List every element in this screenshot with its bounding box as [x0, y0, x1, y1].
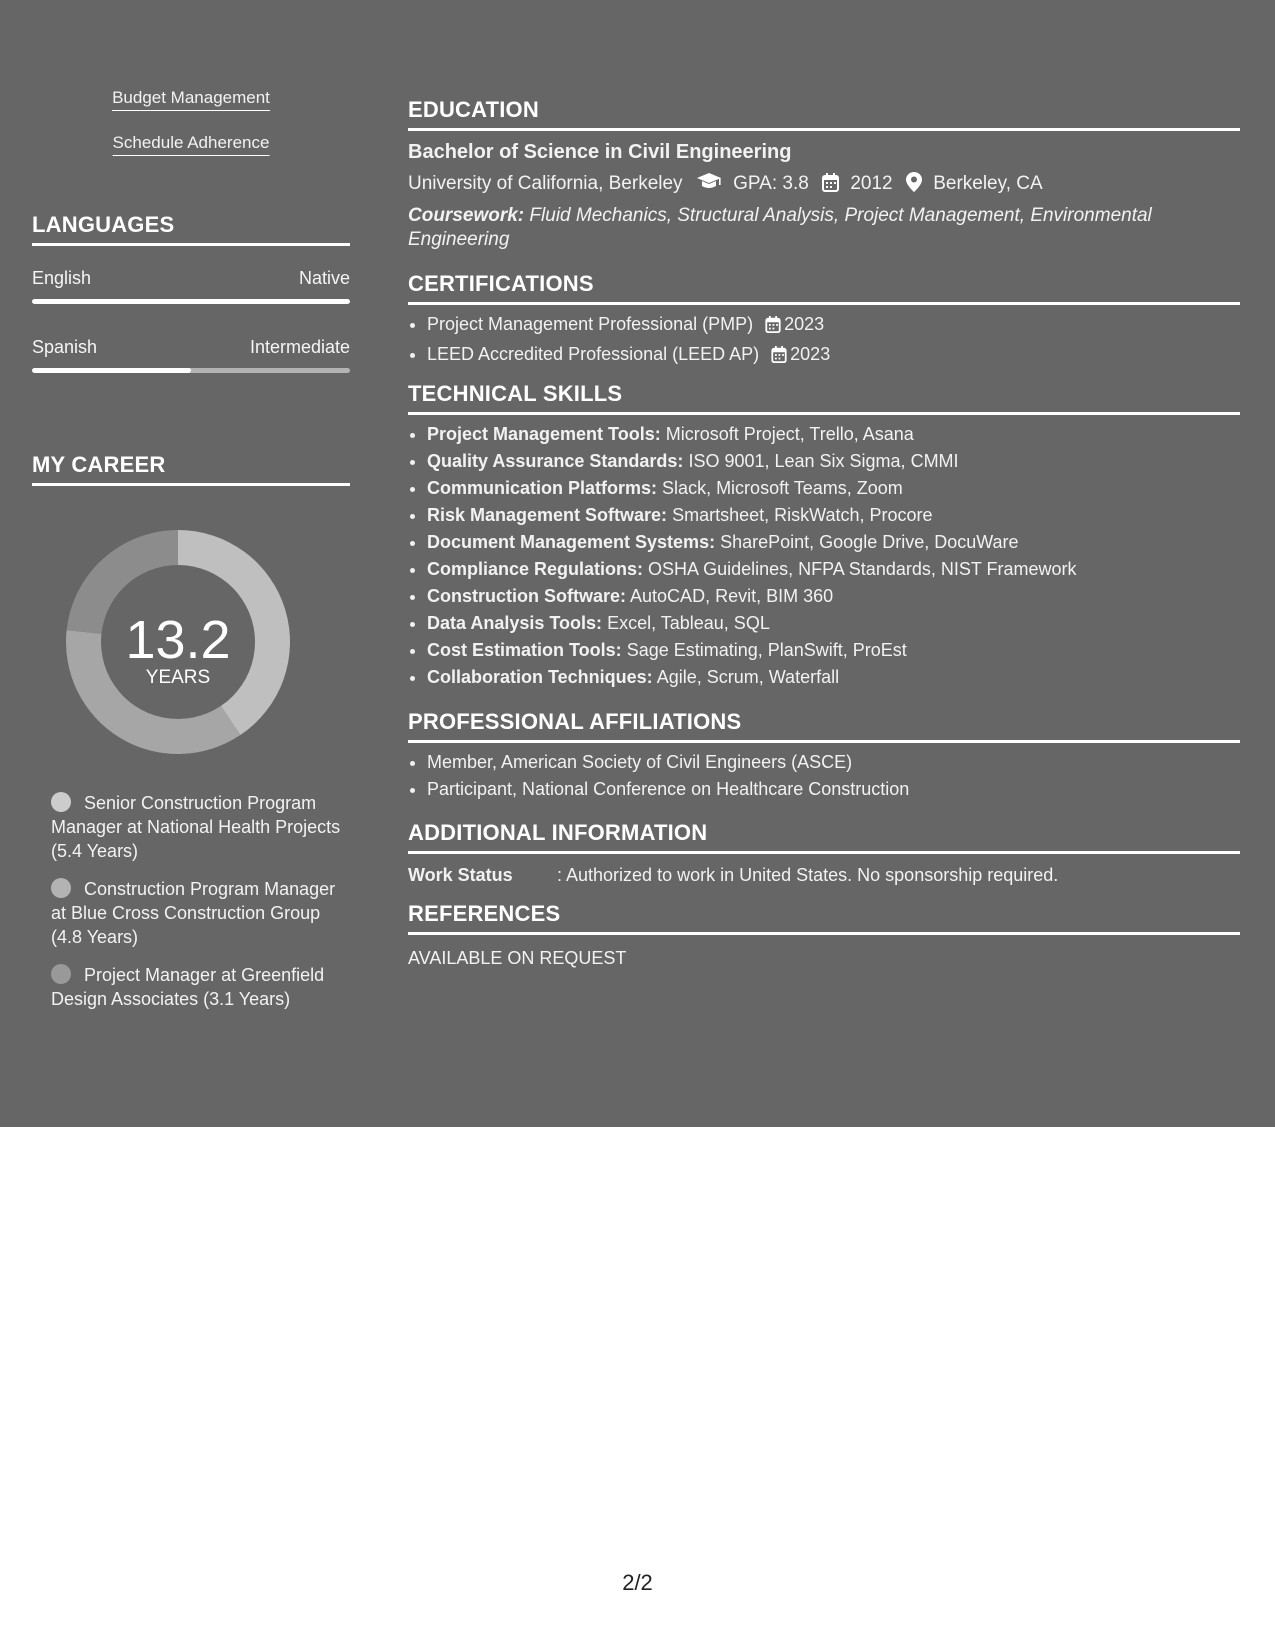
skill-value: Excel, Tableau, SQL — [607, 613, 770, 633]
skill-value: Agile, Scrum, Waterfall — [656, 667, 840, 687]
language-bar-fill — [32, 299, 350, 304]
skill-label: Project Management Tools: — [427, 424, 661, 444]
skill-label: Cost Estimation Tools: — [427, 640, 622, 660]
certification-name: Project Management Professional (PMP) — [427, 314, 754, 334]
page-number: 2/2 — [622, 1570, 653, 1595]
work-status-label: Work Status — [408, 865, 513, 885]
list-item — [427, 311, 1240, 341]
education-school: University of California, Berkeley — [408, 173, 683, 194]
career-years-unit: YEARS — [145, 667, 211, 688]
skill-label: Collaboration Techniques: — [427, 667, 653, 687]
career-item — [51, 877, 341, 949]
certification-name: LEED Accredited Professional (LEED AP) — [427, 344, 760, 364]
skill-value: OSHA Guidelines, NFPA Standards, NIST Framework — [648, 559, 1077, 579]
references-text: AVAILABLE ON REQUEST — [408, 948, 627, 968]
certifications-section — [408, 271, 1240, 371]
additional-info-title: ADDITIONAL INFORMATION — [408, 820, 1240, 854]
skill-label: Data Analysis Tools: — [427, 613, 603, 633]
skill-tag-budget-management: Budget Management — [112, 88, 270, 111]
list-item — [427, 556, 1240, 583]
skill-label: Risk Management Software: — [427, 505, 668, 525]
coursework-text: Fluid Mechanics, Structural Analysis, Project Management, Environmental Engineering — [408, 205, 1152, 250]
language-bar-spanish — [32, 368, 350, 373]
list-item: • Member, American Society of Civil Engineers (ASCE) — [427, 749, 1240, 776]
list-item — [427, 475, 1240, 502]
language-bar-fill — [32, 368, 191, 373]
career-item-text: Senior Construction Program Manager at National Health Projects (5.4 Years) — [51, 793, 341, 861]
calendar-icon — [771, 344, 787, 371]
list-item — [427, 341, 1240, 371]
skill-label: Construction Software: — [427, 586, 627, 606]
skill-value: Smartsheet, RiskWatch, Procore — [672, 505, 933, 525]
list-item — [427, 664, 1240, 691]
skill-value: AutoCAD, Revit, BIM 360 — [630, 586, 834, 606]
work-status-row — [408, 862, 1240, 888]
list-item — [427, 583, 1240, 610]
career-total-years: 13.2 — [125, 610, 231, 670]
skill-label: Quality Assurance Standards: — [427, 451, 684, 471]
certification-year: 2023 — [784, 314, 825, 334]
affiliations-list — [408, 749, 1240, 803]
language-name: Spanish — [32, 337, 98, 357]
additional-info-section — [408, 820, 1240, 888]
list-item — [427, 610, 1240, 637]
career-dot-icon — [51, 964, 71, 984]
skill-label: Document Management Systems: — [427, 532, 716, 552]
skill-value: ISO 9001, Lean Six Sigma, CMMI — [688, 451, 959, 471]
skill-value: Slack, Microsoft Teams, Zoom — [662, 478, 903, 498]
coursework-label: Coursework: — [408, 205, 525, 226]
skill-label: Communication Platforms: — [427, 478, 658, 498]
graduation-cap-icon — [696, 172, 722, 200]
skill-tag-schedule-adherence: Schedule Adherence — [113, 133, 270, 156]
references-title: REFERENCES — [408, 901, 1240, 935]
location-pin-icon — [906, 172, 922, 200]
education-gpa: GPA: 3.8 — [733, 173, 809, 194]
skill-value: SharePoint, Google Drive, DocuWare — [720, 532, 1019, 552]
languages-section — [32, 212, 350, 246]
skill-label: Compliance Regulations: — [427, 559, 644, 579]
education-title: EDUCATION — [408, 97, 1240, 131]
list-item — [427, 448, 1240, 475]
language-level: Intermediate — [249, 337, 350, 357]
career-item-text: Construction Program Manager at Blue Cross Construction Group (4.8 Years) — [51, 879, 336, 947]
list-item — [427, 502, 1240, 529]
list-item — [427, 421, 1240, 448]
language-bar-english — [32, 299, 350, 304]
calendar-icon — [822, 173, 839, 200]
education-section — [408, 97, 1240, 252]
career-item-text: Project Manager at Greenfield Design Associates (3.1 Years) — [51, 965, 325, 1009]
education-details — [408, 171, 1240, 200]
career-item — [51, 963, 341, 1011]
list-item — [427, 529, 1240, 556]
language-row-spanish — [32, 337, 350, 358]
education-year: 2012 — [850, 173, 893, 194]
technical-skills-list — [408, 421, 1240, 691]
calendar-icon — [765, 314, 781, 341]
list-item: • Participant, National Conference on Healthcare Construction — [427, 776, 1240, 803]
career-dot-icon — [51, 792, 71, 812]
education-degree: Bachelor of Science in Civil Engineering — [408, 141, 792, 163]
affiliations-title: PROFESSIONAL AFFILIATIONS — [408, 709, 1240, 743]
skill-value: Microsoft Project, Trello, Asana — [665, 424, 914, 444]
languages-title: LANGUAGES — [32, 212, 350, 246]
career-section — [32, 452, 350, 486]
language-row-english — [32, 268, 350, 289]
references-section — [408, 901, 1240, 971]
technical-skills-section — [408, 381, 1240, 691]
skill-value: Sage Estimating, PlanSwift, ProEst — [626, 640, 907, 660]
career-title: MY CAREER — [32, 452, 350, 486]
technical-skills-title: TECHNICAL SKILLS — [408, 381, 1240, 415]
certifications-title: CERTIFICATIONS — [408, 271, 1240, 305]
career-item — [51, 791, 341, 863]
education-coursework — [408, 204, 1240, 252]
education-location: Berkeley, CA — [933, 173, 1043, 194]
language-name: English — [32, 268, 92, 288]
affiliations-section — [408, 709, 1240, 803]
work-status-value: : Authorized to work in United States. No sponsorship required. — [557, 865, 1059, 885]
certification-year: 2023 — [790, 344, 831, 364]
career-donut-chart — [66, 530, 290, 754]
language-level: Native — [298, 268, 350, 288]
certifications-list — [408, 311, 1240, 371]
career-dot-icon — [51, 878, 71, 898]
list-item — [427, 637, 1240, 664]
